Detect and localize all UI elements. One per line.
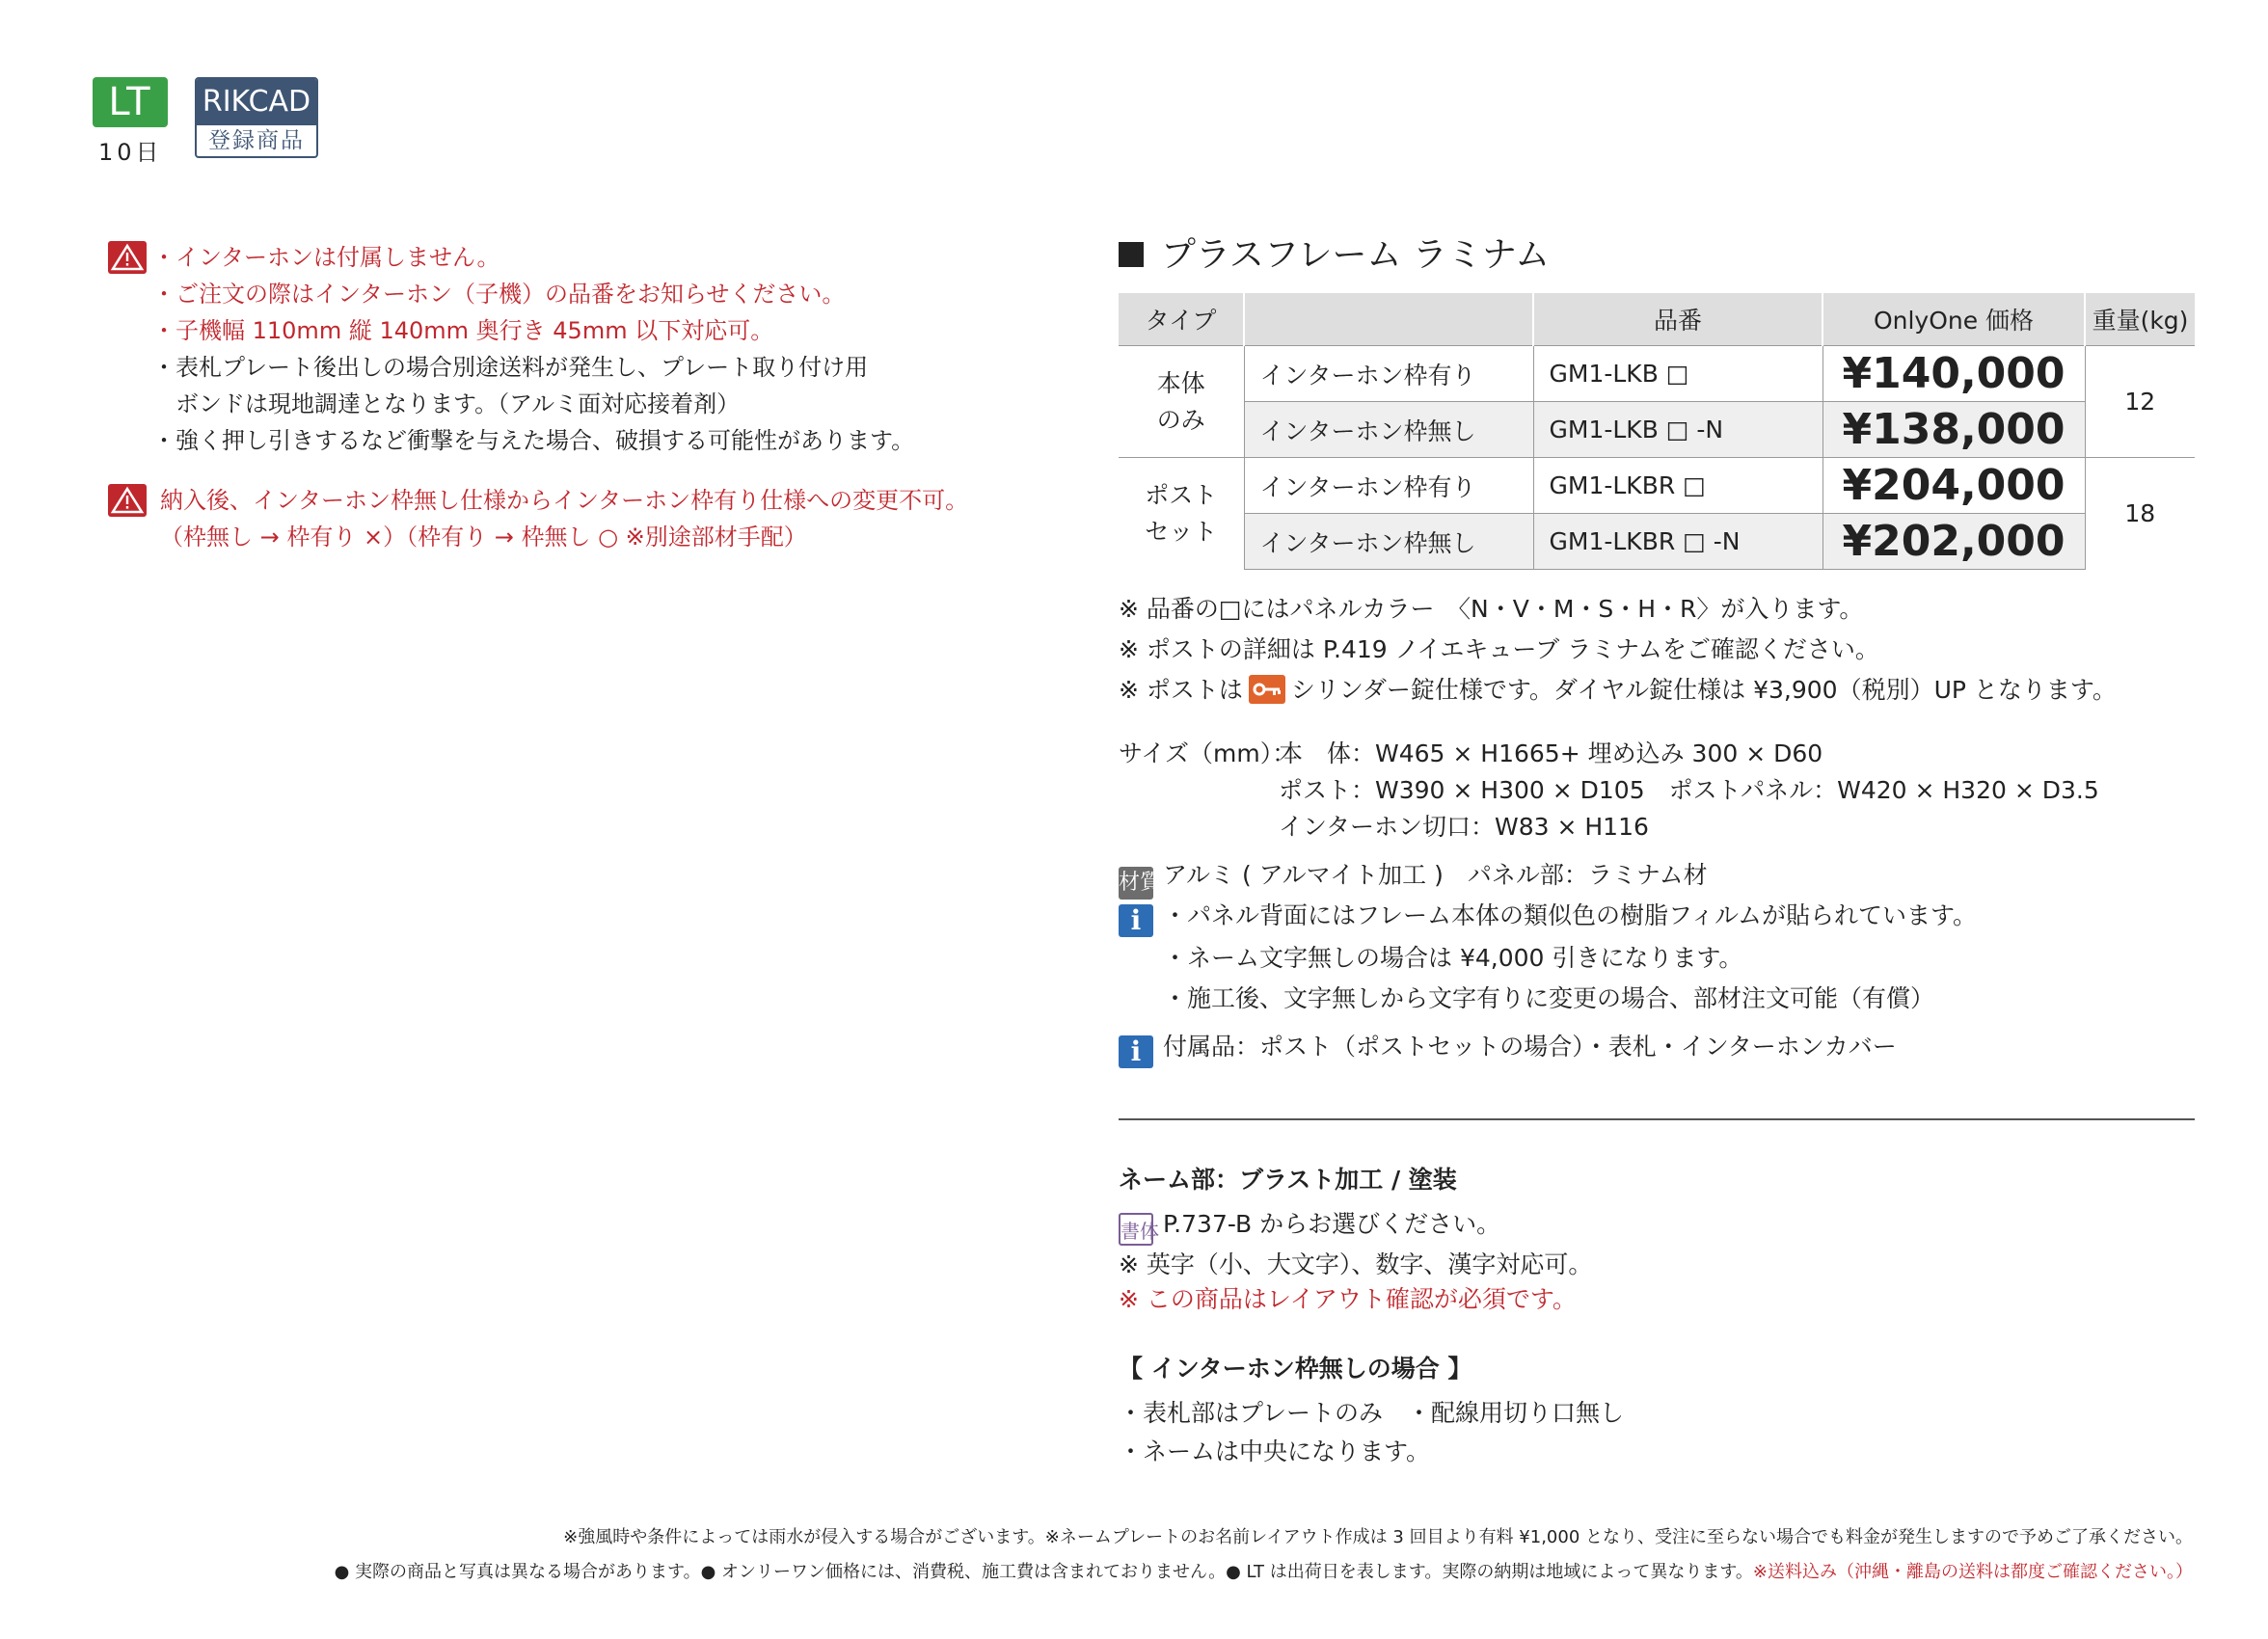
warning-icon <box>108 241 147 274</box>
name-heading: ネーム部：ブラスト加工 / 塗装 <box>1119 1166 1457 1194</box>
price-cell: ¥140,000 <box>1822 346 2085 402</box>
footer-line-1: ※強風時や条件によっては雨水が侵入する場合がございます。※ネームプレートのお名前レイアウト作成は 3 回目より有料 ¥1,000 となり、受注に至らない場合でも料金が発生しますので予めご了承ください。 <box>563 1527 2193 1547</box>
rikcad-label: RIKCAD <box>197 79 316 125</box>
info-icon: i <box>1119 904 1153 937</box>
no-frame-line: ・表札部はプレートのみ ・配線用切り口無し <box>1119 1399 1625 1427</box>
code-cell: GM1-LKBR □ <box>1533 458 1822 514</box>
type-cell: ポスト セット <box>1119 458 1244 570</box>
warning-line: ・ご注文の際はインターホン（子機）の品番をお知らせください。 <box>152 281 846 308</box>
accessories-row: i 付属品：ポスト（ポストセットの場合）・表札・インターホンカバー <box>1119 1028 1897 1068</box>
warning-line: （枠無し → 枠有り ×）（枠有り → 枠無し ○ ※別途部材手配） <box>160 524 807 551</box>
code-cell: GM1-LKB □ -N <box>1533 402 1822 458</box>
table-row <box>1119 402 2195 458</box>
warning-icon <box>108 484 147 517</box>
footer-line-2: ● 実際の商品と写真は異なる場合があります。● オンリーワン価格には、消費税、施工費は含まれておりません。● LT は出荷日を表します。実際の納期は地域によって異なります。※送料込み（沖縄・離島の送料は都度ご確認ください。） <box>334 1562 2193 1582</box>
table-row <box>1119 346 2195 402</box>
size-label: サイズ（mm）： <box>1119 739 1297 767</box>
info-icon: i <box>1119 1035 1153 1068</box>
size-line: インターホン切口：W83 × H116 <box>1279 813 1649 841</box>
note-line: ・強く押し引きするなど衝撃を与えた場合、破損する可能性があります。 <box>152 427 915 454</box>
info-line: ・ネーム文字無しの場合は ¥4,000 引きになります。 <box>1163 944 1743 972</box>
size-line: 本 体：W465 × H1665+ 埋め込み 300 × D60 <box>1279 739 1823 767</box>
font-icon: 書体 <box>1119 1213 1153 1246</box>
spec-table <box>1119 293 2195 570</box>
note-post-detail: ※ ポストの詳細は P.419 ノイエキューブ ラミナムをご確認ください。 <box>1119 635 1879 663</box>
warning-line: 納入後、インターホン枠無し仕様からインターホン枠有り仕様への変更不可。 <box>160 487 969 514</box>
lt-days: 10日 <box>98 139 163 166</box>
header-type: タイプ <box>1119 293 1244 346</box>
warning-list-1 <box>152 239 914 459</box>
code-cell: GM1-LKBR □ -N <box>1533 514 1822 570</box>
warning-line: ・子機幅 110mm 縦 140mm 奥行き 45mm 以下対応可。 <box>152 317 774 344</box>
price-cell: ¥138,000 <box>1822 402 2085 458</box>
weight-cell: 18 <box>2085 458 2195 570</box>
material-icon: 材質 <box>1119 867 1153 900</box>
note-line: ボンドは現地調達となります。（アルミ面対応接着剤） <box>152 390 741 417</box>
layout-note: ※ この商品はレイアウト確認が必須です。 <box>1119 1285 1577 1313</box>
variant-cell: インターホン枠有り <box>1244 458 1533 514</box>
no-frame-line: ・ネームは中央になります。 <box>1119 1437 1431 1465</box>
lt-badge: LT <box>93 77 168 127</box>
price-cell: ¥202,000 <box>1822 514 2085 570</box>
table-header-row <box>1119 293 2195 346</box>
note-line: ・表札プレート後出しの場合別途送料が発生し、プレート取り付け用 <box>152 354 869 381</box>
type-cell: 本体 のみ <box>1119 346 1244 458</box>
code-cell: GM1-LKB □ <box>1533 346 1822 402</box>
chars-note: ※ 英字（小、大文字）、数字、漢字対応可。 <box>1119 1250 1593 1278</box>
warning-list-2 <box>160 482 968 555</box>
variant-cell: インターホン枠有り <box>1244 346 1533 402</box>
variant-cell: インターホン枠無し <box>1244 402 1533 458</box>
table-row <box>1119 514 2195 570</box>
key-icon <box>1249 675 1285 704</box>
header-weight: 重量(kg) <box>2085 293 2195 346</box>
square-bullet-icon <box>1119 242 1144 267</box>
divider <box>1119 1118 2195 1120</box>
price-cell: ¥204,000 <box>1822 458 2085 514</box>
warning-line: ・インターホンは付属しません。 <box>152 244 500 271</box>
rikcad-badge <box>195 77 318 158</box>
no-frame-heading: 【 インターホン枠無しの場合 】 <box>1119 1355 1472 1383</box>
weight-cell: 12 <box>2085 346 2195 458</box>
note-cylinder-lock: ※ ポストは シリンダー錠仕様です。ダイヤル錠仕様は ¥3,900（税別）UP となります。 <box>1119 676 2117 704</box>
info-line: ・施工後、文字無しから文字有りに変更の場合、部材注文可能（有償） <box>1163 984 1935 1012</box>
info-row: i ・パネル背面にはフレーム本体の類似色の樹脂フィルムが貼られています。 <box>1119 897 1977 937</box>
header-variant <box>1244 293 1533 346</box>
note-panel-color: ※ 品番の□にはパネルカラー 〈N・V・M・S・H・R〉が入ります。 <box>1119 595 1864 623</box>
variant-cell: インターホン枠無し <box>1244 514 1533 570</box>
section-title: プラスフレーム ラミナム <box>1119 228 1550 277</box>
header-code: 品番 <box>1533 293 1822 346</box>
size-line: ポスト：W390 × H300 × D105 ポストパネル：W420 × H320 × D3.5 <box>1279 776 2099 804</box>
rikcad-sub: 登録商品 <box>208 128 305 153</box>
font-ref-row: 書体 P.737-B からお選びください。 <box>1119 1205 1500 1246</box>
header-price: OnlyOne 価格 <box>1822 293 2085 346</box>
material-row: 材質アルミ ( アルマイト加工 ) パネル部：ラミナム材 <box>1119 856 1708 900</box>
table-row <box>1119 458 2195 514</box>
